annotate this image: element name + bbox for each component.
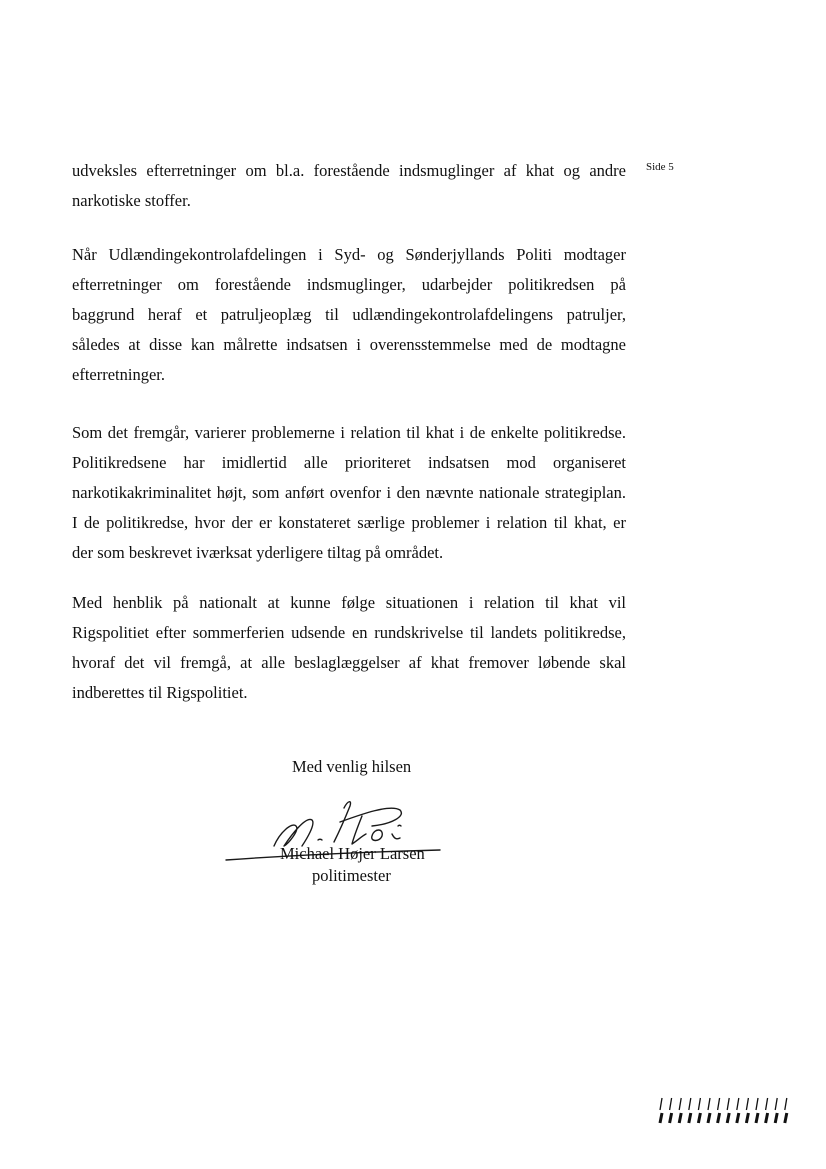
paragraph-line: Som det fremgår, varierer problemerne i relation til khat i de enkelte politikredse. bbox=[72, 423, 626, 442]
paragraph-line: efterretninger om forestående indsmuglinger, udarbejder politikredsen på bbox=[72, 275, 626, 294]
paragraph-line: Rigspolitiet efter sommerferien udsende en rundskrivelse til landets politikredse, bbox=[72, 623, 626, 642]
closing-salutation: Med venlig hilsen bbox=[292, 757, 412, 776]
paragraph-3 bbox=[72, 418, 626, 568]
paragraph-line: I de politikredse, hvor der er konstateret særlige problemer i relation til khat, er bbox=[72, 513, 626, 532]
paragraph-line: Politikredsene har imidlertid alle prioriteret indsatsen mod organiseret bbox=[72, 453, 626, 472]
page-number: Side 5 bbox=[646, 161, 674, 173]
paragraph-line: Når Udlændingekontrolafdelingen i Syd- og Sønderjyllands Politi modtager bbox=[72, 245, 626, 264]
paragraph-line: udveksles efterretninger om bl.a. forestående indsmuglinger af khat og andre bbox=[72, 161, 626, 180]
paragraph-line: indberettes til Rigspolitiet. bbox=[72, 683, 248, 702]
paragraph-4 bbox=[72, 588, 626, 708]
paragraph-line: baggrund heraf et patruljeoplæg til udlændingekontrolafdelingens patruljer, bbox=[72, 305, 626, 324]
paragraph-line: efterretninger. bbox=[72, 365, 165, 384]
paragraph-line: således at disse kan målrette indsatsen i overensstemmelse med de modtagne bbox=[72, 335, 626, 354]
paragraph-line: narkotikakriminalitet højt, som anført ovenfor i den nævnte nationale strategiplan. bbox=[72, 483, 626, 502]
barcode-icon bbox=[656, 1096, 796, 1126]
paragraph-2 bbox=[72, 240, 626, 390]
signer-name: Michael Højer Larsen bbox=[280, 844, 425, 863]
paragraph-1 bbox=[72, 156, 626, 216]
paragraph-line: der som beskrevet iværksat yderligere tiltag på området. bbox=[72, 543, 444, 562]
signer-title: politimester bbox=[312, 866, 391, 885]
paragraph-line: Med henblik på nationalt at kunne følge situationen i relation til khat vil bbox=[72, 593, 626, 612]
paragraph-line: narkotiske stoffer. bbox=[72, 191, 191, 210]
paragraph-line: hvoraf det vil fremgå, at alle beslaglæggelser af khat fremover løbende skal bbox=[72, 653, 626, 672]
